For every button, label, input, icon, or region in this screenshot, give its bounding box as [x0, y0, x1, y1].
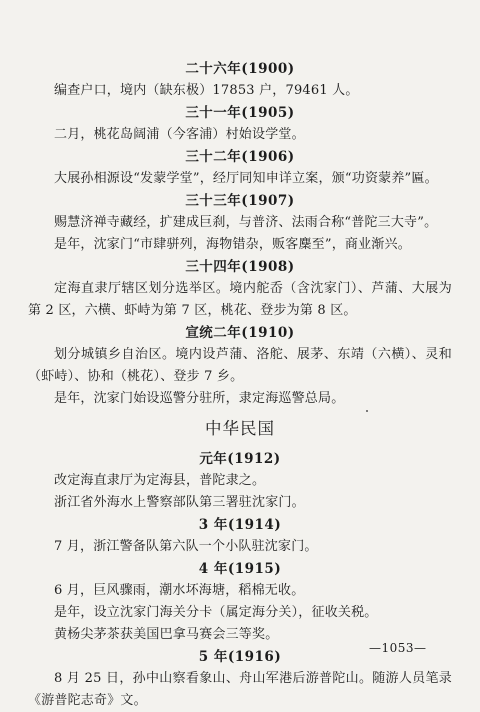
year-heading: 宣统二年(1910): [185, 325, 295, 341]
year-heading: 三十二年(1906): [185, 149, 295, 165]
chronicle-paragraph: 改定海直隶厅为定海县，普陀隶之。: [54, 473, 266, 488]
year-heading: 5 年(1916): [198, 649, 282, 665]
chronicle-paragraph: 是年，沈家门始设巡警分驻所，隶定海巡警总局。: [54, 391, 345, 406]
chronicle-content: [28, 58, 452, 712]
year-heading: 3 年(1914): [198, 517, 282, 533]
section-heading: 中华民国: [205, 419, 275, 438]
chronicle-paragraph: 大展孙相源设“发蒙学堂”，经厅同知申详立案，颁“功资蒙养”匾。: [54, 171, 438, 186]
chronicle-paragraph: 7 月，浙江警备队第六队一个小队驻沈家门。: [54, 539, 318, 554]
chronicle-paragraph: 划分城镇乡自治区。境内设芦蒲、洛舵、展茅、东靖（六横）、灵和（虾峙）、协和（桃花）、登步 7 乡。: [28, 347, 452, 384]
chronicle-paragraph: 是年，设立沈家门海关分卡（属定海分关），征收关税。: [54, 605, 378, 620]
year-heading: 二十六年(1900): [185, 61, 295, 77]
chronicle-paragraph: 二月，桃花岛阔浦（今客浦）村始设学堂。: [54, 127, 305, 142]
chronicle-paragraph: 赐慧济禅寺藏经，扩建成巨刹，与普济、法雨合称“普陀三大寺”。: [54, 215, 438, 230]
chronicle-paragraph: 黄杨尖茅茶获美国巴拿马赛会三等奖。: [54, 627, 279, 642]
chronicle-paragraph: 定海直隶厅辖区划分选举区。境内舵岙（含沈家门）、芦蒲、大展为第 2 区，六横、虾峙为第 7 区，桃花、登步为第 8 区。: [28, 281, 452, 318]
chronicle-paragraph: 6 月，巨风骤雨，潮水坏海塘，稻棉无收。: [54, 583, 305, 598]
year-heading: 4 年(1915): [198, 561, 282, 577]
chronicle-paragraph: 8 月 25 日，孙中山察看象山、舟山军港后游普陀山。随游人员笔录《游普陀志奇》文。: [28, 671, 452, 708]
chronicle-paragraph: 是年，沈家门“市肆骈列，海物错杂，贩客麇至”，商业渐兴。: [54, 237, 411, 252]
chronicle-paragraph: 浙江省外海水上警察部队第三署驻沈家门。: [54, 495, 305, 510]
chronicle-paragraph: 编查户口，境内（缺东极）17853 户，79461 人。: [54, 83, 359, 98]
year-heading: 三十一年(1905): [185, 105, 295, 121]
year-heading: 三十四年(1908): [185, 259, 295, 275]
page-number: —1053—: [369, 641, 427, 655]
year-heading: 三十三年(1907): [185, 193, 295, 209]
print-speck: [366, 410, 368, 412]
year-heading: 元年(1912): [199, 451, 281, 467]
